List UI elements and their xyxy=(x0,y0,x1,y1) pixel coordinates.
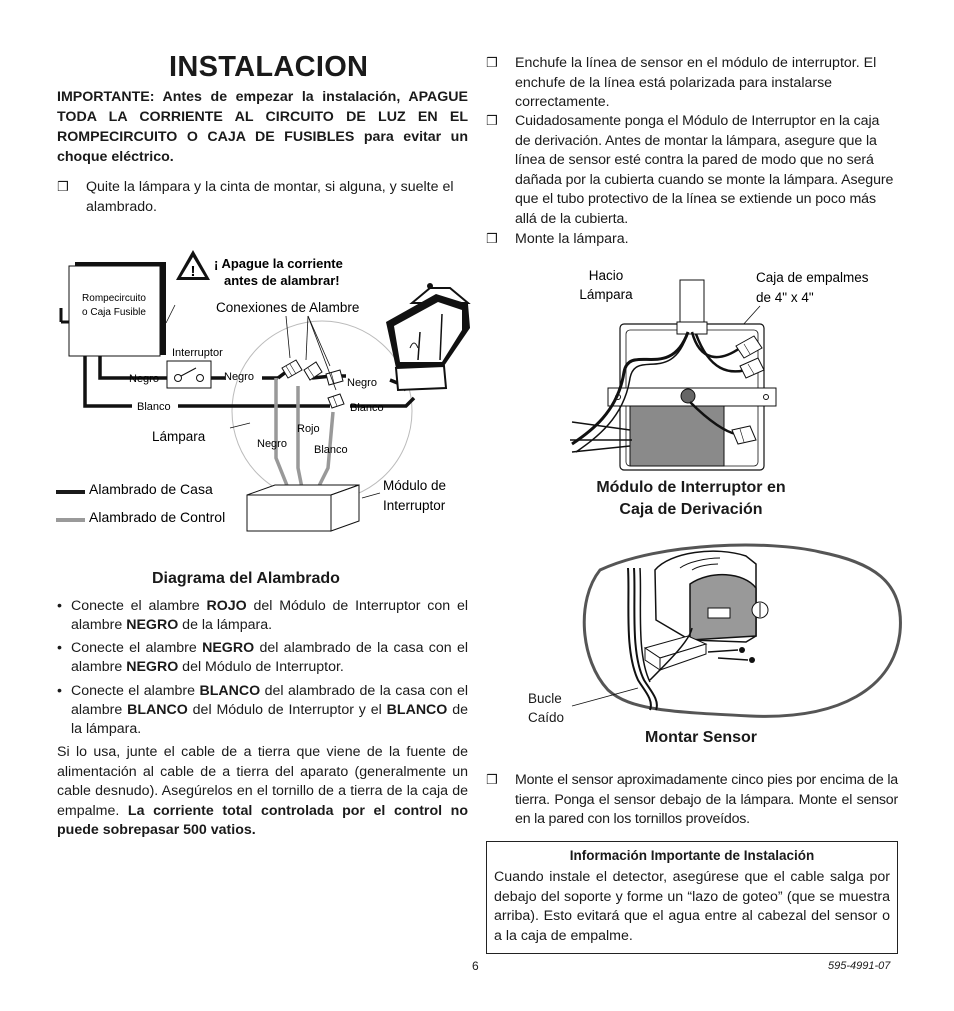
blanco-label-2: Blanco xyxy=(350,402,384,414)
grommet xyxy=(681,389,695,403)
box-label-2: de 4" x 4" xyxy=(756,290,814,305)
wire-control-rojo xyxy=(298,386,302,488)
diagram-title: Diagrama del Alambrado xyxy=(152,570,340,587)
checkbox-icon: ❒ xyxy=(57,180,69,195)
breaker-label-2: o Caja Fusible xyxy=(82,307,146,318)
wire-connector-4 xyxy=(328,394,344,408)
box-label-1: Caja de empalmes xyxy=(756,270,869,285)
sensor-mount-figure xyxy=(520,540,910,740)
drip-loop-label: Bucle Caído xyxy=(528,691,565,725)
step-plug-sensor: ❒ Enchufe la línea de sensor en el módulo de interruptor. El enchufe de la línea está polarizada para instalarse correctamente. xyxy=(486,55,877,110)
info-box xyxy=(486,841,898,954)
step-mount-lamp: ❒ Monte la lámpara. xyxy=(486,230,898,250)
switch-module-in-box xyxy=(630,404,724,466)
wire-blanco-house xyxy=(85,356,132,406)
toward-lamp-label-2: Lámpara xyxy=(579,287,633,302)
checkbox-icon: ❒ xyxy=(486,56,498,71)
bullet-item: • Conecte el alambre ROJO del Módulo de Interruptor con el alambre NEGRO de la lámpara. xyxy=(57,598,468,633)
step-place-module: ❒ Cuidadosamente ponga el Módulo de Interruptor en la caja de derivación. Antes de montar la lámpara, asegure que la línea de sensor esté contra la pared de modo que no será dañada por la cubierta cuando se monte la lámpara. Asegure que el tubo protectivo de la línea se extiende un poco más allá de la cubierta. xyxy=(486,113,894,227)
fig1-caption: Módulo de Interruptor en Caja de Derivación xyxy=(596,479,786,518)
document-code: 595-4991-07 xyxy=(828,960,891,972)
blanco-label-1: Blanco xyxy=(137,401,171,413)
blanco-label-3: Blanco xyxy=(314,444,348,456)
negro-label-2: Negro xyxy=(224,371,254,383)
warning-label-2: antes de alambrar! xyxy=(224,273,340,288)
step-remove-lamp xyxy=(57,178,468,217)
module-label-2: Interruptor xyxy=(383,498,446,513)
important-warning: IMPORTANTE: Antes de empezar la instalación, APAGUE TODA LA CORRIENTE AL CIRCUITO DE LUZ EN EL ROMPECIRCUITO O CAJA DE FUSIBLES para evitar un choque eléctrico. xyxy=(57,89,468,165)
switch-label: Interruptor xyxy=(172,347,223,359)
lamp-fixture xyxy=(386,283,470,390)
info-box-title: Información Importante de Instalación xyxy=(569,848,815,863)
legend-house-label: Alambrado de Casa xyxy=(89,481,213,497)
connections-label: Conexiones de Alambre xyxy=(216,300,360,315)
bullet-icon: • xyxy=(57,640,62,656)
bullet-item: • Conecte el alambre NEGRO del alambrado de la casa con el alambre NEGRO del Módulo de Interruptor. xyxy=(57,640,468,675)
switch-module xyxy=(247,485,359,531)
step-mount-sensor: ❒ Monte el sensor aproximadamente cinco pies por encima de la tierra. Ponga el sensor debajo de la lámpara. Monte el sensor en la pared con los tornillos proveídos. xyxy=(486,772,898,827)
ground-paragraph: Si lo usa, junte el cable de a tierra que viene de la fuente de alimentación al cable de a tierra del aparato (generalmente un cable desnudo). Asegúrelos en el tornillo de a tierra de la caja de empalme. La corriente total controlada por el control no puede sobrepasar 500 vatios. xyxy=(57,744,468,838)
info-box-body: Cuando instale el detector, asegúrese que el cable salga por debajo del soporte y forme un “lazo de goteo” (que se muestra arriba). Esto evitará que el agua entre al cabezal del sensor o a la caja de empalme. xyxy=(494,869,890,944)
bullet-icon: • xyxy=(57,598,62,614)
wattage-warning: La corriente total controlada por el control no puede sobrepasar 500 vatios. xyxy=(57,802,468,838)
bullet-item: • Conecte el alambre BLANCO del alambrado de la casa con el alambre BLANCO del Módulo de Interruptor y el BLANCO de la lámpara. xyxy=(57,683,469,737)
junction-box-figure xyxy=(560,262,900,472)
fig2-caption: Montar Sensor xyxy=(645,729,758,746)
step-text: Quite la lámpara y la cinta de montar, si alguna, y suelte el alambrado. xyxy=(86,179,454,215)
negro-label-4: Negro xyxy=(257,438,287,450)
legend-control-label: Alambrado de Control xyxy=(89,509,226,525)
breaker-label-1: Rompecircuito xyxy=(82,293,146,304)
warning-triangle-icon xyxy=(176,250,210,280)
toward-lamp-label-1: Hacio xyxy=(588,268,624,283)
sensor-head xyxy=(655,551,768,642)
page-title: INSTALACION xyxy=(169,51,369,83)
warning-label-1: ¡ Apague la corriente xyxy=(214,256,343,271)
svg-text:!: ! xyxy=(190,263,196,280)
wire-connector-3 xyxy=(326,370,343,385)
rojo-label: Rojo xyxy=(297,423,320,435)
module-label-1: Módulo de xyxy=(383,478,447,493)
checkbox-icon: ❒ xyxy=(486,773,498,788)
wiring-diagram xyxy=(50,248,475,538)
lampara-label: Lámpara xyxy=(152,429,206,444)
bullet-icon: • xyxy=(57,683,62,699)
checkbox-icon: ❒ xyxy=(486,232,498,247)
negro-label-1: Negro xyxy=(129,373,159,385)
checkbox-icon: ❒ xyxy=(486,114,498,129)
wire-connector-1 xyxy=(282,360,302,378)
negro-label-3: Negro xyxy=(347,377,377,389)
switch-box xyxy=(167,361,211,388)
page-number: 6 xyxy=(472,959,479,973)
